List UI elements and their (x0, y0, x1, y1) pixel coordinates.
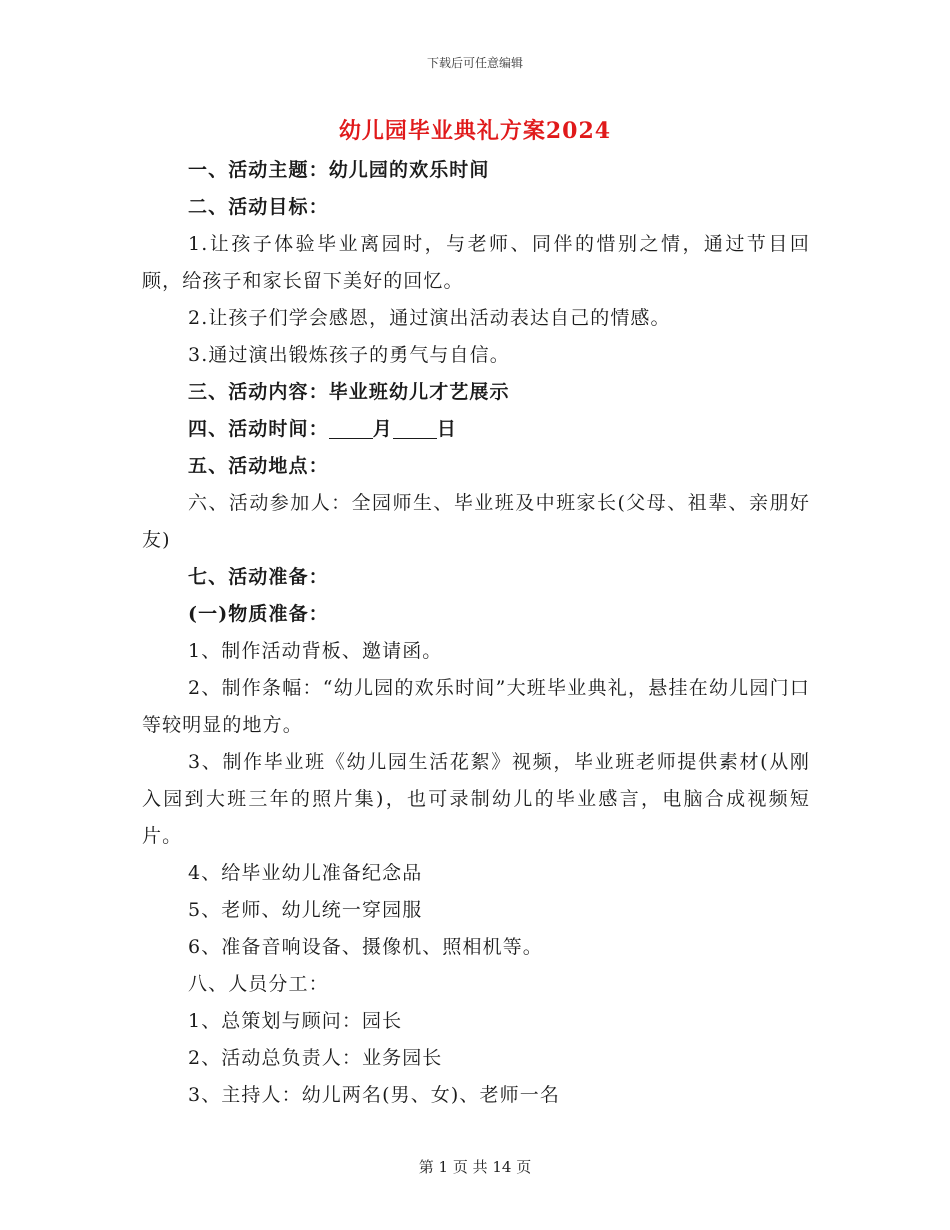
paragraph: 四、活动时间： 月 日 (188, 418, 457, 440)
header-note: 下载后可任意编辑 (426, 56, 523, 70)
page-footer: 第 1 页 共 14 页 (418, 1158, 532, 1176)
paragraph: 3、主持人：幼儿两名(男、女)、老师一名 (188, 1084, 560, 1106)
fill-in-blank (393, 416, 437, 439)
paragraph: 4、给毕业幼儿准备纪念品 (188, 862, 423, 884)
paragraph: 八、人员分工： (188, 973, 329, 995)
paragraph: 七、活动准备： (188, 566, 329, 588)
paragraph: 2、活动总负责人：业务园长 (188, 1047, 443, 1069)
paragraph: 2、制作条幅：“幼儿园的欢乐时间”大班毕业典礼，悬挂在幼儿园门口等较明显的地方。 (142, 677, 810, 736)
document-body (142, 152, 810, 1114)
paragraph: 1.让孩子体验毕业离园时，与老师、同伴的惜别之情，通过节目回顾，给孩子和家长留下美好的回忆。 (142, 233, 810, 292)
document-title: 幼儿园毕业典礼方案2024 (338, 118, 612, 144)
paragraph: 二、活动目标： (188, 196, 329, 218)
paragraph: 1、总策划与顾问：园长 (188, 1010, 403, 1032)
paragraph: 3.通过演出锻炼孩子的勇气与自信。 (188, 344, 510, 366)
paragraph: 5、老师、幼儿统一穿园服 (188, 899, 423, 921)
fill-in-blank (329, 416, 373, 439)
paragraph: 1、制作活动背板、邀请函。 (188, 640, 443, 662)
paragraph: 五、活动地点： (188, 455, 329, 477)
paragraph: 6、准备音响设备、摄像机、照相机等。 (188, 936, 543, 958)
paragraph: (一)物质准备： (188, 603, 329, 625)
paragraph: 三、活动内容：毕业班幼儿才艺展示 (188, 381, 510, 403)
paragraph: 2.让孩子们学会感恩，通过演出活动表达自己的情感。 (188, 307, 671, 329)
paragraph: 六、活动参加人：全园师生、毕业班及中班家长(父母、祖辈、亲朋好友) (142, 492, 810, 551)
paragraph: 一、活动主题：幼儿园的欢乐时间 (188, 159, 490, 181)
paragraph: 3、制作毕业班《幼儿园生活花絮》视频，毕业班老师提供素材(从刚入园到大班三年的照片集)，也可录制幼儿的毕业感言，电脑合成视频短片。 (142, 751, 810, 847)
